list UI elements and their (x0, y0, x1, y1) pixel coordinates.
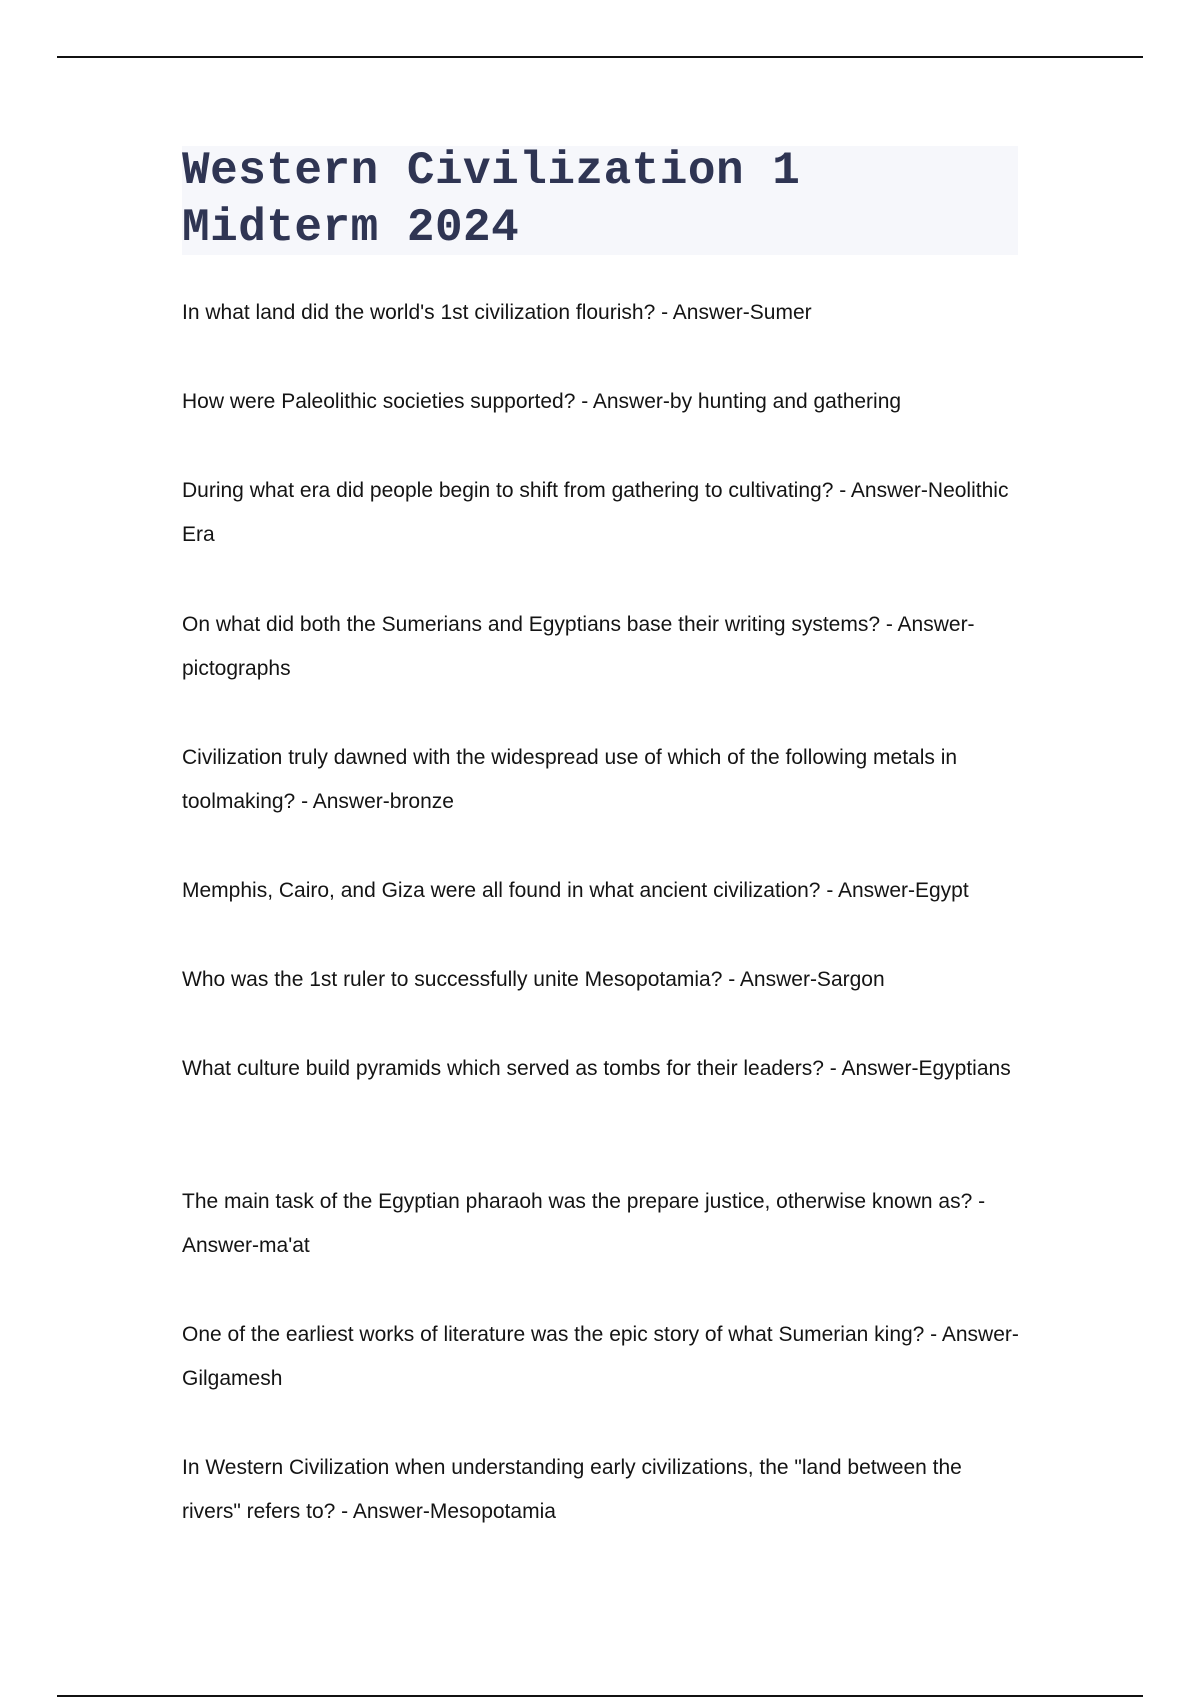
qa-item: Memphis, Cairo, and Giza were all found in what ancient civilization? - Answer-Egypt (182, 879, 969, 902)
top-rule (57, 56, 1143, 58)
page-title (182, 143, 800, 257)
qa-item: During what era did people begin to shift from gathering to cultivating? - Answer-Neolithic Era (182, 479, 1009, 546)
title-line-2: Midterm 2024 (182, 202, 520, 254)
qa-item: Civilization truly dawned with the widespread use of which of the following metals in toolmaking? - Answer-bronze (182, 746, 958, 813)
qa-item: In Western Civilization when understanding early civilizations, the "land between the rivers" refers to? - Answer-Mesopotamia (182, 1456, 962, 1523)
qa-item: The main task of the Egyptian pharaoh was the prepare justice, otherwise known as? - Answer-ma'at (182, 1190, 986, 1257)
qa-item: On what did both the Sumerians and Egyptians base their writing systems? - Answer-pictographs (182, 613, 975, 680)
qa-item: What culture build pyramids which served as tombs for their leaders? - Answer-Egyptians (182, 1057, 1011, 1080)
bottom-rule (57, 1695, 1143, 1697)
qa-item: Who was the 1st ruler to successfully unite Mesopotamia? - Answer-Sargon (182, 968, 885, 991)
qa-item: In what land did the world's 1st civilization flourish? - Answer-Sumer (182, 301, 812, 324)
qa-item: How were Paleolithic societies supported? - Answer-by hunting and gathering (182, 390, 902, 413)
title-line-1: Western Civilization 1 (182, 145, 801, 197)
qa-item: One of the earliest works of literature was the epic story of what Sumerian king? - Answer-Gilgamesh (182, 1323, 1019, 1390)
